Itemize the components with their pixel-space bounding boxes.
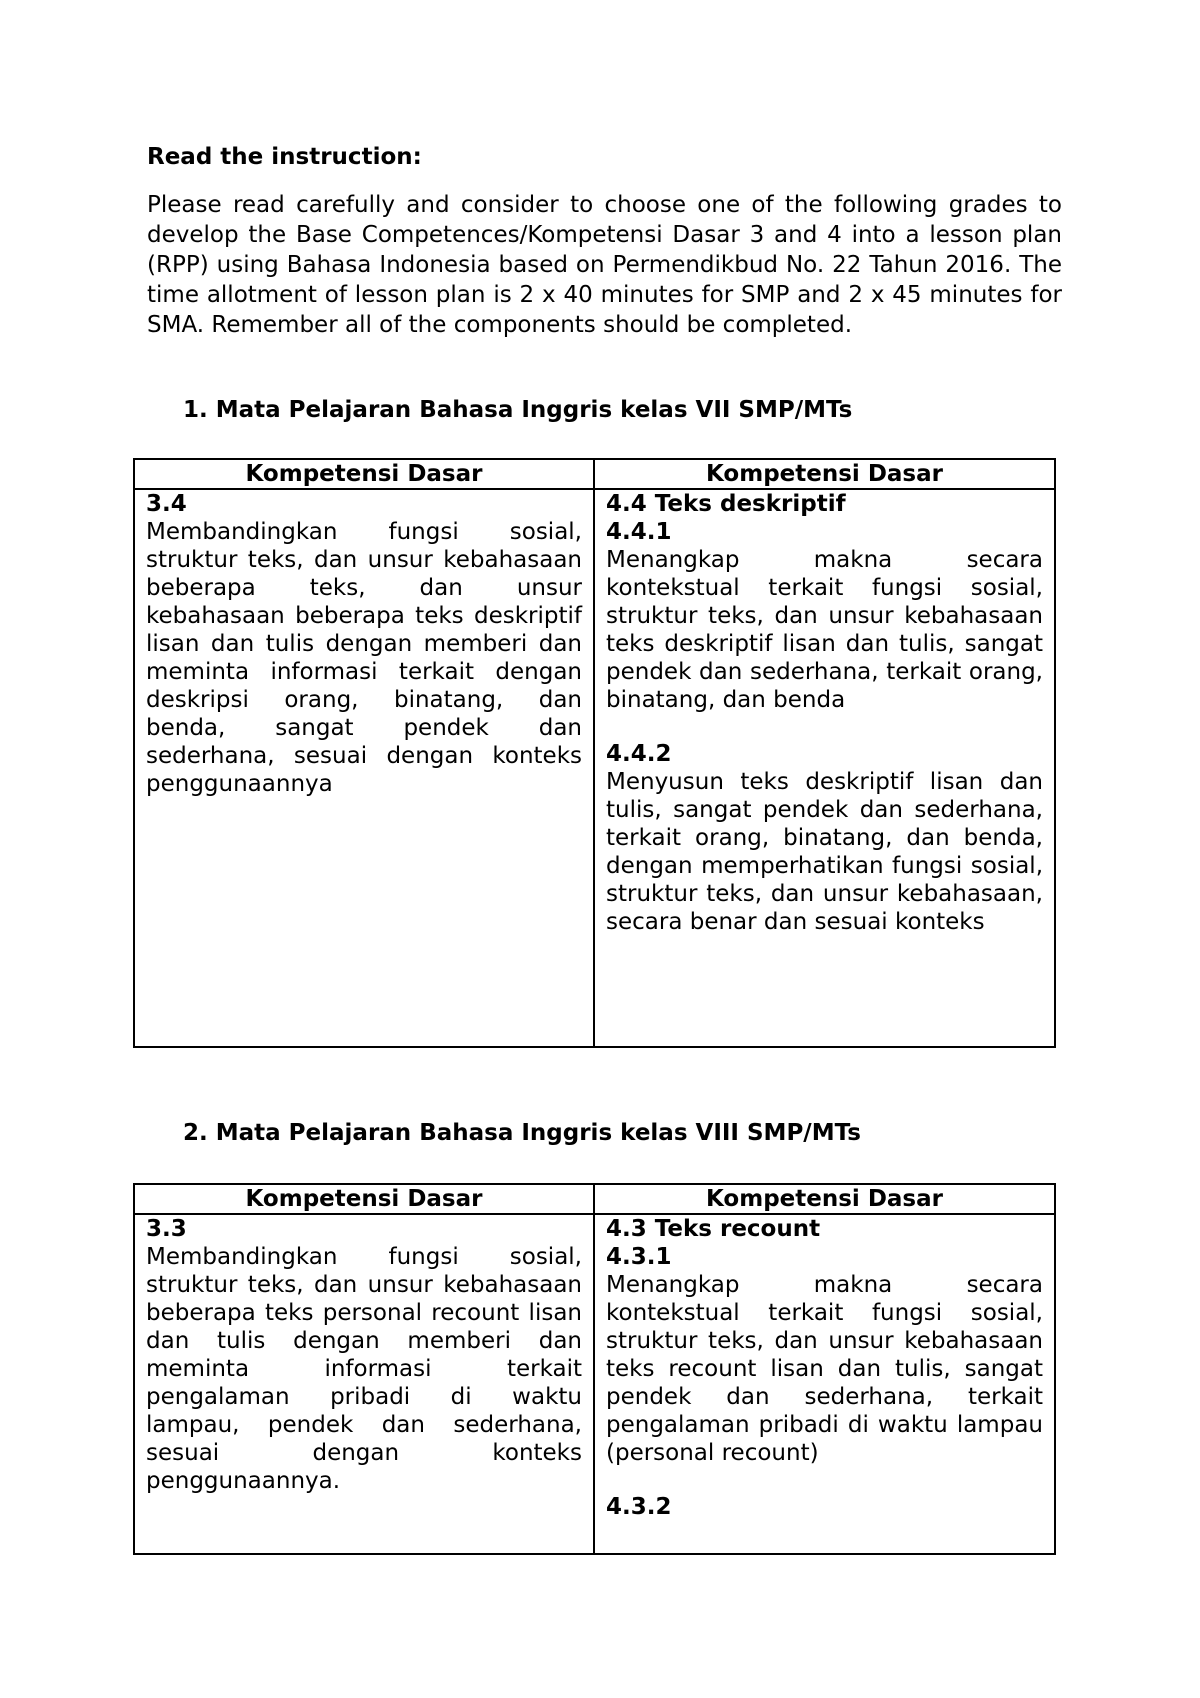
table-cell-right [594, 1214, 1055, 1554]
table-header-row [134, 459, 1055, 489]
kd-title: 4.4 Teks deskriptif [606, 491, 846, 517]
section-2-title: 2. Mata Pelajaran Bahasa Inggris kelas VIII SMP/MTs [183, 1120, 861, 1146]
kd-code: 4.4.2 [606, 741, 672, 767]
kd-code: 3.3 [146, 1216, 187, 1242]
table-header-row [134, 1184, 1055, 1214]
competency-table-2 [133, 1183, 1056, 1555]
instruction-heading: Read the instruction: [147, 144, 422, 170]
competency-table-1 [133, 458, 1056, 1048]
table-cell-left [134, 1214, 594, 1554]
kd-code: 4.3.1 [606, 1244, 672, 1270]
kd-description: Membandingkan fungsi sosial, struktur teks, dan unsur kebahasaan beberapa teks, dan unsur kebahasaan beberapa teks deskriptif lisan dan tulis dengan memberi dan meminta informasi terkait dengan deskripsi orang, binatang, dan benda, sangat pendek dan sederhana, sesuai dengan konteks penggunaannya [146, 519, 582, 797]
table-row [134, 1214, 1055, 1554]
table-row [134, 489, 1055, 1047]
kd-description: Menangkap makna secara kontekstual terkait fungsi sosial, struktur teks, dan unsur kebahasaan teks recount lisan dan tulis, sangat pendek dan sederhana, terkait pengalaman pribadi di waktu lampau (personal recount) [606, 1272, 1043, 1466]
table-header-cell: Kompetensi Dasar [594, 459, 1055, 489]
kd-description: Menangkap makna secara kontekstual terkait fungsi sosial, struktur teks, dan unsur kebahasaan teks deskriptif lisan dan tulis, sangat pendek dan sederhana, terkait orang, binatang, dan benda [606, 547, 1043, 713]
table-header-cell: Kompetensi Dasar [594, 1184, 1055, 1214]
kd-description: Menyusun teks deskriptif lisan dan tulis, sangat pendek dan sederhana, terkait orang, binatang, dan benda, dengan memperhatikan fungsi sosial, struktur teks, dan unsur kebahasaan, secara benar dan sesuai konteks [606, 769, 1043, 935]
kd-description: Membandingkan fungsi sosial, struktur teks, dan unsur kebahasaan beberapa teks personal recount lisan dan tulis dengan memberi dan meminta informasi terkait pengalaman pribadi di waktu lampau, pendek dan sederhana, sesuai dengan konteks penggunaannya. [146, 1244, 582, 1494]
kd-code: 3.4 [146, 491, 187, 517]
table-header-cell: Kompetensi Dasar [134, 1184, 594, 1214]
kd-code: 4.3.2 [606, 1494, 672, 1520]
table-cell-left [134, 489, 594, 1047]
kd-code: 4.4.1 [606, 519, 672, 545]
table-header-cell: Kompetensi Dasar [134, 459, 594, 489]
section-1-title: 1. Mata Pelajaran Bahasa Inggris kelas VII SMP/MTs [183, 397, 853, 423]
instruction-paragraph: Please read carefully and consider to choose one of the following grades to develop the Base Competences/Kompetensi Dasar 3 and 4 into a lesson plan (RPP) using Bahasa Indonesia based on Permendikbud No. 22 Tahun 2016. The time allotment of lesson plan is 2 x 40 minutes for SMP and 2 x 45 minutes for SMA. Remember all of the components should be completed. [147, 192, 1062, 338]
kd-title: 4.3 Teks recount [606, 1216, 821, 1242]
table-cell-right [594, 489, 1055, 1047]
